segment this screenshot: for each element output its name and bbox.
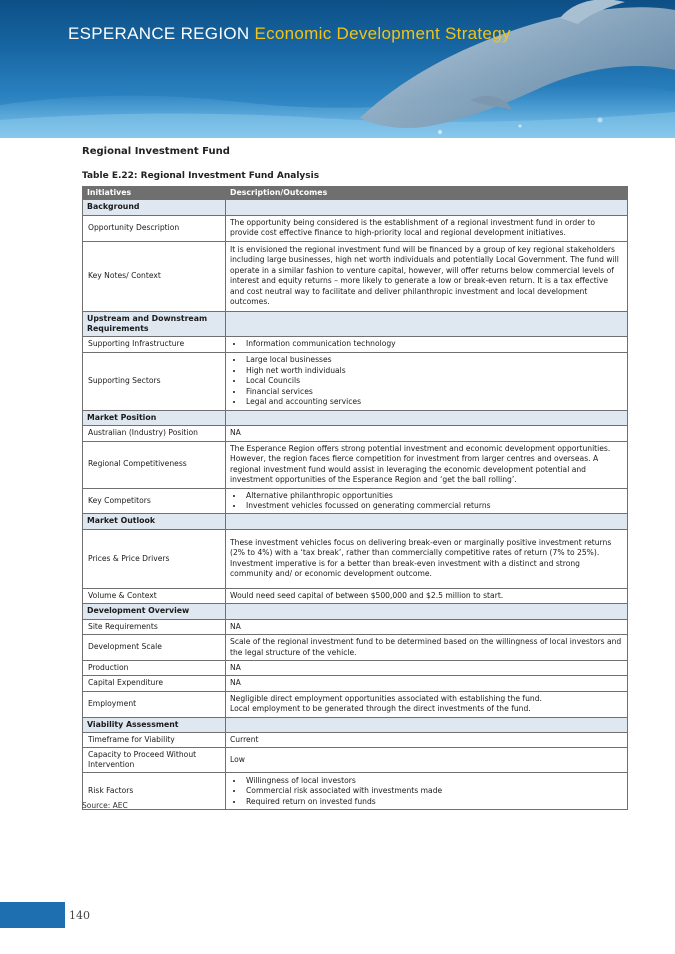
header-banner: [0, 0, 675, 138]
table-row: [83, 529, 628, 588]
list-item: • Information communication technology: [244, 339, 623, 349]
row-label: Volume & Context: [83, 588, 226, 603]
list-item: • High net worth individuals: [244, 366, 623, 376]
column-header-description: Description/Outcomes: [226, 187, 628, 200]
bullet-list: [230, 776, 623, 807]
table-row: [83, 691, 628, 717]
row-label: Regional Competitiveness: [83, 441, 226, 488]
row-description-2: Local employment to be generated through the direct investments of the fund.: [230, 704, 531, 714]
header-title: [68, 24, 511, 44]
row-description: NA: [226, 619, 628, 634]
page-number-bar: [0, 902, 65, 928]
list-item: • Willingness of local investors: [244, 776, 623, 786]
row-description: It is envisioned the regional investment fund will be financed by a group of key regional stakeholders including large businesses, high net worth individuals and potentially Local Government. The fund will operate in a similar fashion to venture capital, however, will offer returns below commercial levels of interest and equity returns – more likely to generate a low or break-even return. It is a tax effective and cost neutral way to facilitate and deliver philanthropic investment and local development outcomes.: [226, 241, 628, 311]
row-label: Opportunity Description: [83, 215, 226, 241]
row-description: These investment vehicles focus on delivering break-even or marginally positive investment returns (2% to 4%) with a ‘tax break’, rather than commercially competitive rates of return (7% to 25%).: [230, 538, 612, 558]
table-row: [83, 773, 628, 810]
table-row: [83, 441, 628, 488]
table-row: [83, 241, 628, 311]
bullet-list: [230, 339, 623, 349]
row-label: Supporting Infrastructure: [83, 337, 226, 352]
row-description: The Esperance Region offers strong potential investment and economic development opportunities. However, the region faces fierce competition for investment from larger centres and overseas. A regional investment fund would assist in leveraging the economic development potential and investment opportunities of the Esperance Region and ‘get the ball rolling’.: [226, 441, 628, 488]
section-row-upstream: [83, 311, 628, 337]
section-title: Market Position: [83, 410, 226, 425]
row-label: Capital Expenditure: [83, 676, 226, 691]
bullet-list: [230, 491, 623, 512]
section-title: Background: [83, 200, 226, 215]
table-row: [83, 337, 628, 352]
table-row: [83, 588, 628, 603]
row-label: Site Requirements: [83, 619, 226, 634]
section-row-background: [83, 200, 628, 215]
row-label: Development Scale: [83, 635, 226, 661]
table-row: [83, 426, 628, 441]
column-header-initiatives: Initiatives: [83, 187, 226, 200]
section-row-market-outlook: [83, 514, 628, 529]
row-label: Key Notes/ Context: [83, 241, 226, 311]
table-row: [83, 660, 628, 675]
table-header-row: [83, 187, 628, 200]
source-note: Source: AEC: [82, 801, 128, 810]
row-label: Key Competitors: [83, 488, 226, 514]
header-title-sub: Economic Development Strategy: [254, 24, 511, 43]
row-description: NA: [226, 660, 628, 675]
row-description: The opportunity being considered is the establishment of a regional investment fund in order to provide cost effective finance to high-priority local and regional development initiatives.: [226, 215, 628, 241]
list-item: • Alternative philanthropic opportunities: [244, 491, 623, 501]
page-number: 140: [69, 909, 90, 922]
table-caption: Table E.22: Regional Investment Fund Analysis: [82, 171, 320, 181]
row-description: NA: [226, 426, 628, 441]
section-title: Market Outlook: [83, 514, 226, 529]
row-description: Current: [226, 732, 628, 747]
list-item: • Investment vehicles focussed on generating commercial returns: [244, 501, 623, 511]
dolphin-ocean-image: [0, 0, 675, 138]
section-row-development-overview: [83, 604, 628, 619]
row-description: Low: [226, 748, 628, 773]
table-row: [83, 748, 628, 773]
table-row: [83, 352, 628, 410]
list-item: • Legal and accounting services: [244, 397, 623, 407]
list-item: • Local Councils: [244, 376, 623, 386]
table-row: [83, 619, 628, 634]
row-description: Negligible direct employment opportunities associated with establishing the fund.: [230, 693, 542, 703]
section-title: Development Overview: [83, 604, 226, 619]
row-label: Capacity to Proceed Without Intervention: [83, 748, 226, 773]
row-description: NA: [226, 676, 628, 691]
list-item: • Financial services: [244, 387, 623, 397]
row-label: Risk Factors: [83, 773, 226, 810]
table-row: [83, 676, 628, 691]
list-item: • Required return on invested funds: [244, 797, 623, 807]
row-description-2: Investment imperative is for a better than break-even investment with a distinct and strong community and/ or economic development outcome.: [230, 558, 581, 579]
row-description: Scale of the regional investment fund to be determined based on the willingness of local investors and the legal structure of the vehicle.: [226, 635, 628, 661]
row-label: Employment: [83, 691, 226, 717]
regional-investment-fund-table: [82, 186, 628, 810]
table-row: [83, 635, 628, 661]
row-label: Australian (Industry) Position: [83, 426, 226, 441]
section-title: Upstream and Downstream Requirements: [83, 311, 226, 337]
row-label: Production: [83, 660, 226, 675]
row-label: Supporting Sectors: [83, 352, 226, 410]
table-row: [83, 215, 628, 241]
table-row: [83, 732, 628, 747]
list-item: • Commercial risk associated with investments made: [244, 786, 623, 796]
section-row-market-position: [83, 410, 628, 425]
list-item: • Large local businesses: [244, 355, 623, 365]
section-row-viability-assessment: [83, 717, 628, 732]
row-description: Would need seed capital of between $500,000 and $2.5 million to start.: [226, 588, 628, 603]
row-label: Timeframe for Viability: [83, 732, 226, 747]
header-title-main: ESPERANCE REGION: [68, 24, 250, 43]
row-label: Prices & Price Drivers: [83, 529, 226, 588]
bullet-list: [230, 355, 623, 407]
section-heading: Regional Investment Fund: [82, 146, 230, 157]
section-title: Viability Assessment: [83, 717, 226, 732]
table-row: [83, 488, 628, 514]
